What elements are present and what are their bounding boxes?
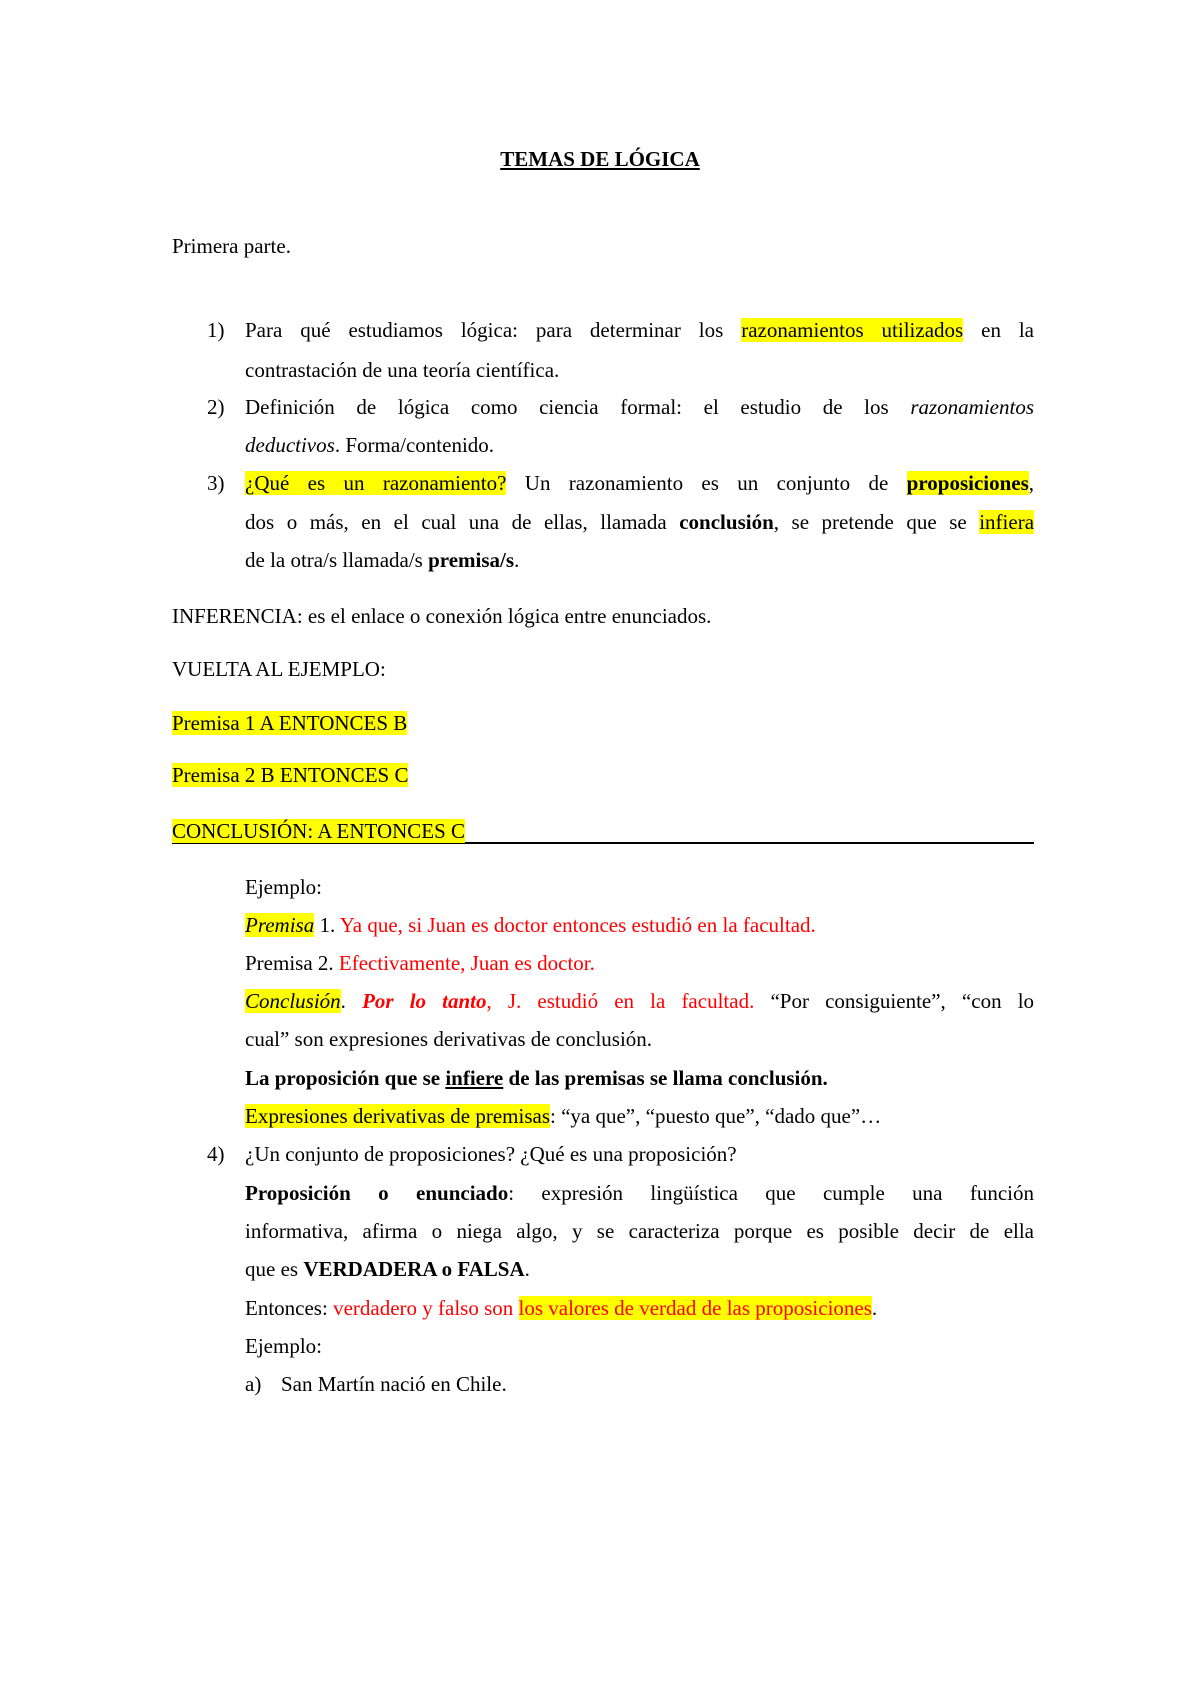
item1-line2: contrastación de una teoría científica. [245, 358, 560, 382]
item3-text-b: dos o más, en el cual una de ellas, llamada [245, 510, 667, 534]
conclusion [172, 817, 465, 845]
example-conclusion-dot: . [340, 989, 363, 1013]
item4-line1: ¿Un conjunto de proposiciones? ¿Qué es una proposición? [245, 1142, 737, 1166]
example-premisa-2-text: Efectivamente, Juan es doctor. [338, 951, 595, 975]
example-premisa-2-label: Premisa 2. [245, 951, 339, 975]
premisa-2 [172, 761, 408, 789]
item4-example-label: Ejemplo: [245, 1334, 322, 1358]
item3-text-d: de la otra/s llamada/s [245, 548, 423, 572]
item3-bold-conclusion: conclusión [679, 510, 774, 534]
example-label: Ejemplo: [245, 875, 322, 899]
item3-line1 [245, 469, 1034, 497]
list-number-2: 2) [207, 395, 225, 419]
example-conclusion-bold: Por lo tanto [362, 989, 487, 1013]
example-premisa-1-text: Ya que, si Juan es doctor entonces estudió en la facultad. [339, 913, 816, 937]
expresiones-rest: : “ya que”, “puesto que”, “dado que”… [550, 1104, 882, 1128]
expresiones-highlight: Expresiones derivativas de premisas [245, 1104, 550, 1128]
item4-sub-a-num: a) [245, 1372, 262, 1396]
item4-line4 [245, 1255, 530, 1283]
example-premisa-1-label: Premisa [245, 913, 315, 937]
inferencia-paragraph: INFERENCIA: es el enlace o conexión lógica entre enunciados. [172, 604, 712, 628]
item2-italic: razonamientos [910, 395, 1035, 419]
item3-bold-premisas: premisa/s [428, 548, 515, 572]
example-premisa-2 [245, 949, 595, 977]
expresiones-line [245, 1102, 881, 1130]
section-heading: Primera parte. [172, 234, 291, 258]
item3-highlight-proposiciones: proposiciones [906, 471, 1029, 495]
item4-text-a: que es [245, 1257, 304, 1281]
list-number-4: 4) [207, 1142, 225, 1166]
item4-definition-text: : expresión lingüística que cumple una función [508, 1181, 1034, 1205]
item4-entonces-red: verdadero y falso son [333, 1296, 514, 1320]
list-number-1: 1) [207, 318, 225, 342]
example-conclusion-text: , J. estudió en la facultad. [486, 989, 755, 1013]
bold-definition-underlined: infiere [445, 1066, 504, 1090]
item4-entonces-label: Entonces: [245, 1296, 334, 1320]
item2-text-b: . Forma/contenido. [334, 433, 495, 457]
item3-text-c: , se pretende que se [773, 510, 967, 534]
premisa-1 [172, 709, 407, 737]
item2-text-a: Definición de lógica como ciencia formal: el estudio de los [245, 395, 889, 419]
item4-definition-bold: Proposición o enunciado [245, 1181, 509, 1205]
item4-definition [245, 1179, 1034, 1207]
item1-text-b: en la [981, 318, 1035, 342]
example-conclusion-rest: “Por consiguiente”, “con lo [770, 989, 1035, 1013]
list-number-3: 3) [207, 471, 225, 495]
item1-line1 [245, 316, 1034, 344]
item2-italic-2: deductivos [245, 433, 335, 457]
item1-text-a: Para qué estudiamos lógica: para determinar los [245, 318, 724, 342]
item4-entonces-dot: . [871, 1296, 878, 1320]
item3-dot: . [514, 548, 520, 572]
item2-line2 [245, 431, 494, 459]
item3-line2 [245, 508, 1034, 536]
bold-definition [245, 1064, 828, 1092]
item1-highlight: razonamientos utilizados [741, 318, 964, 342]
premisa-1-highlight: Premisa 1 A ENTONCES B [172, 711, 408, 735]
item4-entonces [245, 1294, 877, 1322]
item3-text-a: Un razonamiento es un conjunto de [524, 471, 889, 495]
document-title: TEMAS DE LÓGICA [500, 147, 700, 171]
example-conclusion-line2: cual” son expresiones derivativas de conclusión. [245, 1027, 653, 1051]
item3-line3 [245, 546, 519, 574]
item4-line3: informativa, afirma o niega algo, y se caracteriza porque es posible decir de ella [245, 1219, 1034, 1243]
example-premisa-1-num: 1. [314, 913, 340, 937]
bold-definition-a: La proposición que se [245, 1066, 446, 1090]
item3-highlight-infiera: infiera [979, 510, 1035, 534]
item4-dot: . [524, 1257, 530, 1281]
item3-highlight-question: ¿Qué es un razonamiento? [245, 471, 507, 495]
example-conclusion-label: Conclusión [245, 989, 341, 1013]
item3-comma: , [1028, 471, 1035, 495]
item4-sub-a-text: San Martín nació en Chile. [281, 1372, 507, 1396]
item2-line1 [245, 393, 1034, 421]
item4-entonces-highlight: los valores de verdad de las proposiciones [518, 1296, 872, 1320]
premisa-2-highlight: Premisa 2 B ENTONCES C [172, 763, 409, 787]
vuelta-heading: VUELTA AL EJEMPLO: [172, 657, 386, 681]
conclusion-highlight: CONCLUSIÓN: A ENTONCES C [172, 819, 466, 843]
example-conclusion [245, 987, 1034, 1015]
item4-bold-vf: VERDADERA o FALSA [303, 1257, 525, 1281]
bold-definition-b: de las premisas se llama conclusión. [503, 1066, 828, 1090]
example-premisa-1 [245, 911, 816, 939]
